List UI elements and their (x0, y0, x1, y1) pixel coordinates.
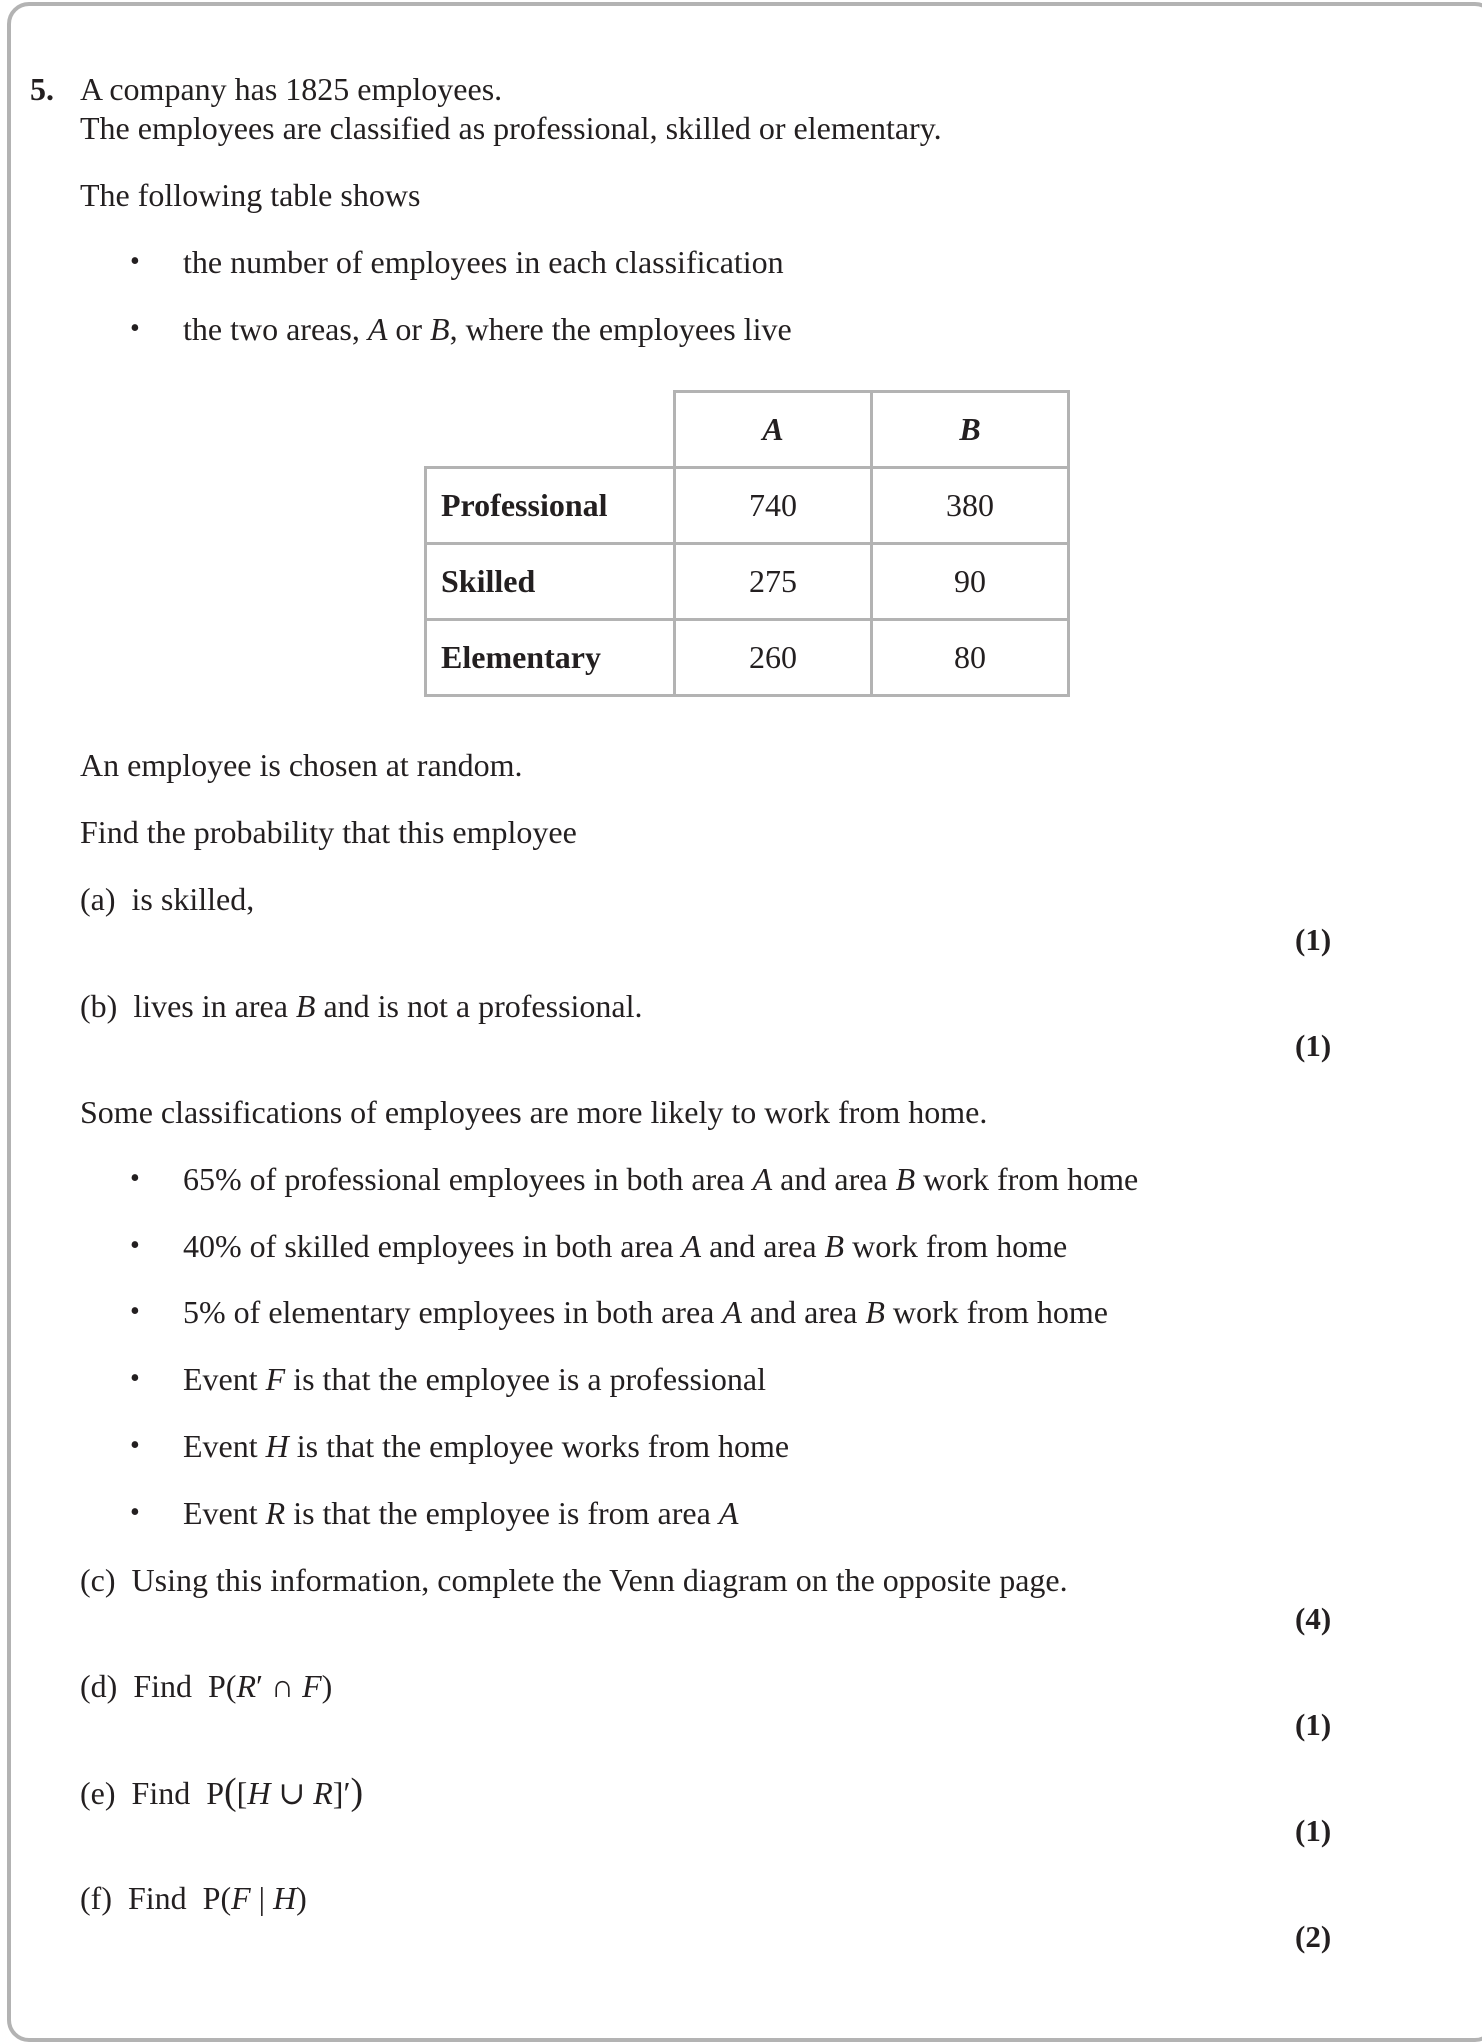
chosen-at-random: An employee is chosen at random. (80, 747, 523, 783)
intro-line-2: The employees are classified as professional, skilled or elementary. (80, 110, 942, 146)
wfh-bullet-2: 40% of skilled employees in both area A and area B work from home (183, 1228, 1068, 1264)
table-row (426, 544, 1069, 620)
cell-skilled-b: 90 (872, 544, 1069, 620)
part-f-label: (f) (80, 1880, 112, 1916)
part-d-marks: (1) (1295, 1707, 1332, 1742)
row-header-elementary: Elementary (426, 620, 675, 696)
row-header-skilled: Skilled (426, 544, 675, 620)
bullet-icon: • (130, 1497, 140, 1528)
part-f-marks: (2) (1295, 1919, 1332, 1954)
wfh-bullet-3: 5% of elementary employees in both area A and area B work from home (183, 1294, 1108, 1330)
wfh-bullet-6: Event R is that the employee is from area A (183, 1495, 739, 1531)
cell-elementary-a: 260 (675, 620, 872, 696)
part-d-label: (d) (80, 1668, 118, 1704)
question-number: 5. (30, 71, 54, 107)
part-c-text: Using this information, complete the Venn diagram on the opposite page. (131, 1562, 1068, 1598)
part-b-marks: (1) (1295, 1028, 1332, 1063)
bullet-icon: • (130, 313, 140, 344)
part-c-label: (c) (80, 1562, 116, 1598)
cell-professional-a: 740 (675, 468, 872, 544)
bullet-icon: • (130, 1163, 140, 1194)
wfh-bullet-5: Event H is that the employee works from home (183, 1428, 790, 1464)
part-b-label: (b) (80, 988, 118, 1024)
wfh-intro: Some classifications of employees are more likely to work from home. (80, 1094, 988, 1130)
row-header-professional: Professional (426, 468, 675, 544)
part-a-marks: (1) (1295, 922, 1332, 957)
wfh-bullet-1: 65% of professional employees in both area A and area B work from home (183, 1161, 1139, 1197)
employee-table (424, 390, 1070, 697)
find-probability: Find the probability that this employee (80, 814, 577, 850)
part-a-label: (a) (80, 881, 116, 917)
part-c-marks: (4) (1295, 1601, 1332, 1636)
part-e-label: (e) (80, 1775, 116, 1811)
column-header-b: B (872, 392, 1069, 468)
bullet-icon: • (130, 1363, 140, 1394)
cell-skilled-a: 275 (675, 544, 872, 620)
bullet-icon: • (130, 1230, 140, 1261)
table-bullet-1: the number of employees in each classification (183, 244, 784, 280)
part-f: (f) Find P(F | H) (80, 1880, 307, 1916)
part-d: (d) Find P(R′ ∩ F) (80, 1668, 333, 1704)
wfh-bullet-4: Event F is that the employee is a professional (183, 1361, 766, 1397)
part-a-text: is skilled, (131, 881, 255, 917)
cell-professional-b: 380 (872, 468, 1069, 544)
bullet-icon: • (130, 1296, 140, 1327)
table-row (426, 468, 1069, 544)
intro-line-1: A company has 1825 employees. (80, 71, 503, 107)
table-header-row (426, 392, 1069, 468)
table-row (426, 620, 1069, 696)
part-a (80, 880, 254, 918)
bullet-icon: • (130, 1430, 140, 1461)
part-e: (e) Find P([H ∪ R]′) (80, 1771, 364, 1813)
cell-elementary-b: 80 (872, 620, 1069, 696)
part-c (80, 1561, 1068, 1599)
table-bullet-2: the two areas, A or B, where the employees live (183, 311, 792, 347)
part-b: (b) lives in area B and is not a professional. (80, 988, 643, 1024)
table-intro: The following table shows (80, 177, 421, 213)
part-e-marks: (1) (1295, 1813, 1332, 1848)
bullet-icon: • (130, 246, 140, 277)
column-header-a: A (675, 392, 872, 468)
table-corner (426, 392, 675, 468)
